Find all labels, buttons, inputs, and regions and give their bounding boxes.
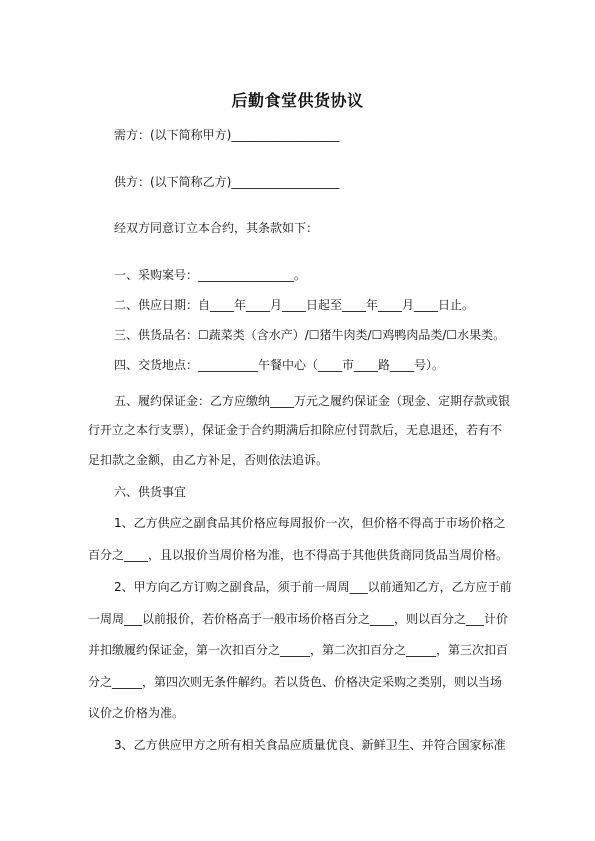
item-2-line-4: 分之_____，第四次则无条件解约。若以货色、价格决定采购之类别，则以当场 xyxy=(88,675,503,689)
clause-5-line-2: 行开立之本行支票），保证金于合约期满后扣除应付罚款后，无息退还，若有不 xyxy=(88,423,503,437)
item-1-line-2: 百分之____，且以报价当周价格为准，也不得高于其他供货商同货品当周价格。 xyxy=(88,548,509,562)
item-3-line-1: 3、乙方供应甲方之所有相关食品应质量优良、新鲜卫生、并符合国家标准 xyxy=(114,738,506,752)
clause-3: 三、供货品名：☐蔬菜类（含水产）/☐猪牛肉类/☐鸡鸭肉品类/☐水果类。 xyxy=(114,328,506,342)
clause-5-line-3: 足扣款之金额，由乙方补足，否则依法追诉。 xyxy=(88,453,329,467)
item-2-line-5: 议价之价格为准。 xyxy=(88,706,185,720)
intro-line: 经双方同意订立本合约，其条款如下： xyxy=(114,221,319,235)
item-2-line-1: 2、甲方向乙方订购之副食品，须于前一周周___以前通知乙方，乙方应于前 xyxy=(114,580,512,594)
party-a-line: 需方：(以下简称甲方)__________________ xyxy=(114,128,340,142)
clause-6-heading: 六、供货事宜 xyxy=(114,485,187,499)
clause-1: 一、采购案号：________________。 xyxy=(114,268,307,282)
clause-5-line-1: 五、履约保证金：乙方应缴纳____万元之履约保证金（现金、定期存款或银 xyxy=(114,394,511,408)
item-1-line-1: 1、乙方供应之副食品其价格应每周报价一次，但价格不得高于市场价格之 xyxy=(114,516,506,530)
clause-4: 四、交货地点：__________午餐中心（____市____路____号）。 xyxy=(114,358,445,372)
document-title: 后勤食堂供货协议 xyxy=(231,91,364,110)
item-2-line-3: 并扣缴履约保证金，第一次扣百分之_____，第二次扣百分之_____，第三次扣百 xyxy=(88,643,509,657)
clause-2: 二、供应日期：自____年____月____日起至____年____月____日止。 xyxy=(114,298,475,312)
party-b-line: 供方：(以下简称乙方)__________________ xyxy=(114,175,340,189)
item-2-line-2: 一周周___以前报价，若价格高于一般市场价格百分之____，则以百分之___计价 xyxy=(88,612,509,626)
